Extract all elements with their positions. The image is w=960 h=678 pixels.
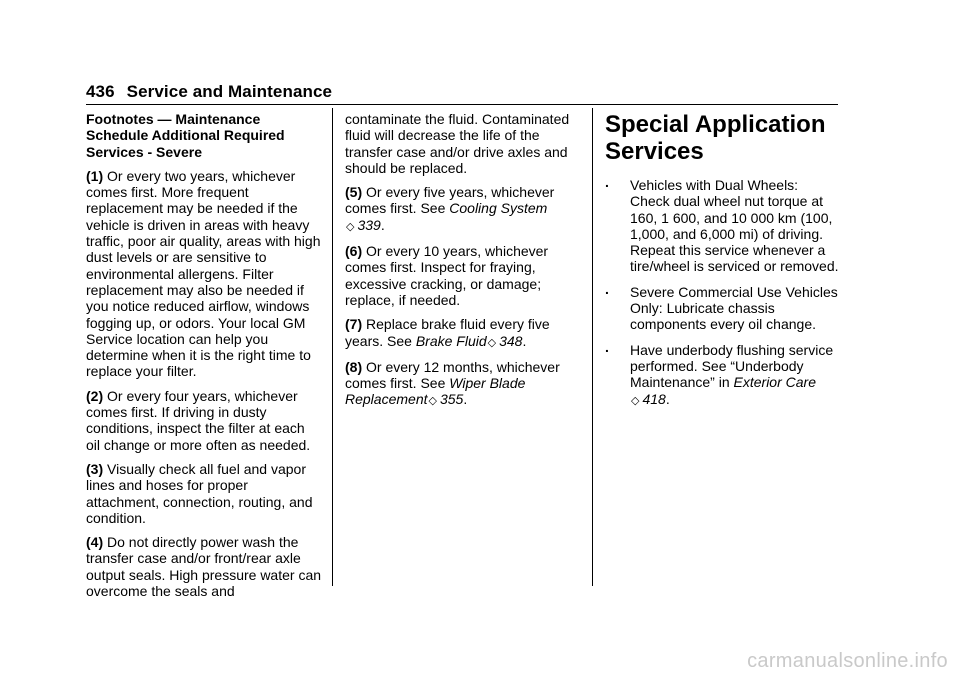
page-reference[interactable]: 355 <box>439 391 464 408</box>
footnote-3: (3) Visually check all fuel and vapor lines and hoses for proper attachment, connection, routing, and condition. <box>86 460 313 526</box>
page-ref-arrow-icon: ◇ <box>631 394 640 407</box>
column-2 <box>345 111 583 418</box>
page-reference[interactable]: 339 <box>357 216 381 233</box>
footnote-5: (5) Or every five years, whichever comes first. See Cooling System ◇ 339. <box>345 184 555 233</box>
page-reference[interactable]: 348 <box>499 332 523 349</box>
column-1 <box>86 111 322 607</box>
column-divider-2 <box>592 108 593 586</box>
column-divider-1 <box>332 108 333 586</box>
page-number: 436 <box>86 82 115 101</box>
page-reference[interactable]: 418 <box>642 390 666 407</box>
footnotes-title: Footnotes — Maintenance Schedule Additional Required Services - Severe <box>86 111 285 160</box>
column-3 <box>605 111 841 418</box>
list-item: . Vehicles with Dual Wheels: Check dual wheel nut torque at 160, 1 600, and 10 000 km (100, 1,000, and 6,000 mi) of driving. Repeat this service whenever a tire/wheel is serviced or removed. <box>605 174 839 275</box>
watermark: carmanualsonline.info <box>747 650 948 672</box>
page-header <box>86 82 332 102</box>
cross-reference-link[interactable]: Brake Fluid <box>415 332 487 349</box>
footnote-4: (4) Do not directly power wash the transfer case and/or front/rear axle output seals. High pressure water can overcome the seals and <box>86 534 322 600</box>
list-item: . Have underbody flushing service performed. See “Underbody Maintenance” in Exterior Care ◇ 418. <box>605 338 834 407</box>
footnote-7: (7) Replace brake fluid every five years. See Brake Fluid◇ 348. <box>345 316 550 349</box>
page-ref-arrow-icon: ◇ <box>428 395 437 408</box>
header-rule <box>86 104 838 105</box>
bullet-icon: . <box>605 338 609 355</box>
bullet-icon: . <box>605 280 609 297</box>
footnote-1: (1) Or every two years, whichever comes first. More frequent replacement may be needed if the vehicle is driven in areas with heavy traffic, poor air quality, areas with high dust levels or are sensitive to environmental allergens. Filter replacement may also be needed if you notice reduced airflow, windows fogging up, or odors. Your local GM Service location can help you determine when it is the right time to replace your filter. <box>86 167 321 380</box>
page-ref-arrow-icon: ◇ <box>346 220 355 233</box>
list-item: . Severe Commercial Use Vehicles Only: Lubricate chassis components every oil change. <box>605 280 838 333</box>
bullet-icon: . <box>605 174 609 190</box>
cross-reference-link[interactable]: Cooling System <box>449 200 548 217</box>
footnote-8: (8) Or every 12 months, whichever comes first. See Wiper Blade Replacement◇ 355. <box>345 358 560 408</box>
footnote-4-continued: contaminate the fluid. Contaminated fluid will decrease the life of the transfer case and/or drive axles and should be replaced. <box>345 111 570 176</box>
section-title: Service and Maintenance <box>126 82 333 101</box>
cross-reference-link[interactable]: Exterior Care <box>733 374 816 391</box>
cross-reference-link[interactable]: Wiper Blade Replacement <box>345 375 526 408</box>
page-ref-arrow-icon: ◇ <box>487 336 497 349</box>
section-heading: Special Application Services <box>605 111 826 165</box>
footnote-6: (6) Or every 10 years, whichever comes first. Inspect for fraying, excessive cracking, or damage; replace, if needed. <box>345 243 549 308</box>
footnote-2: (2) Or every four years, whichever comes first. If driving in dusty conditions, inspect the filter at each oil change or more often as needed. <box>86 387 311 453</box>
